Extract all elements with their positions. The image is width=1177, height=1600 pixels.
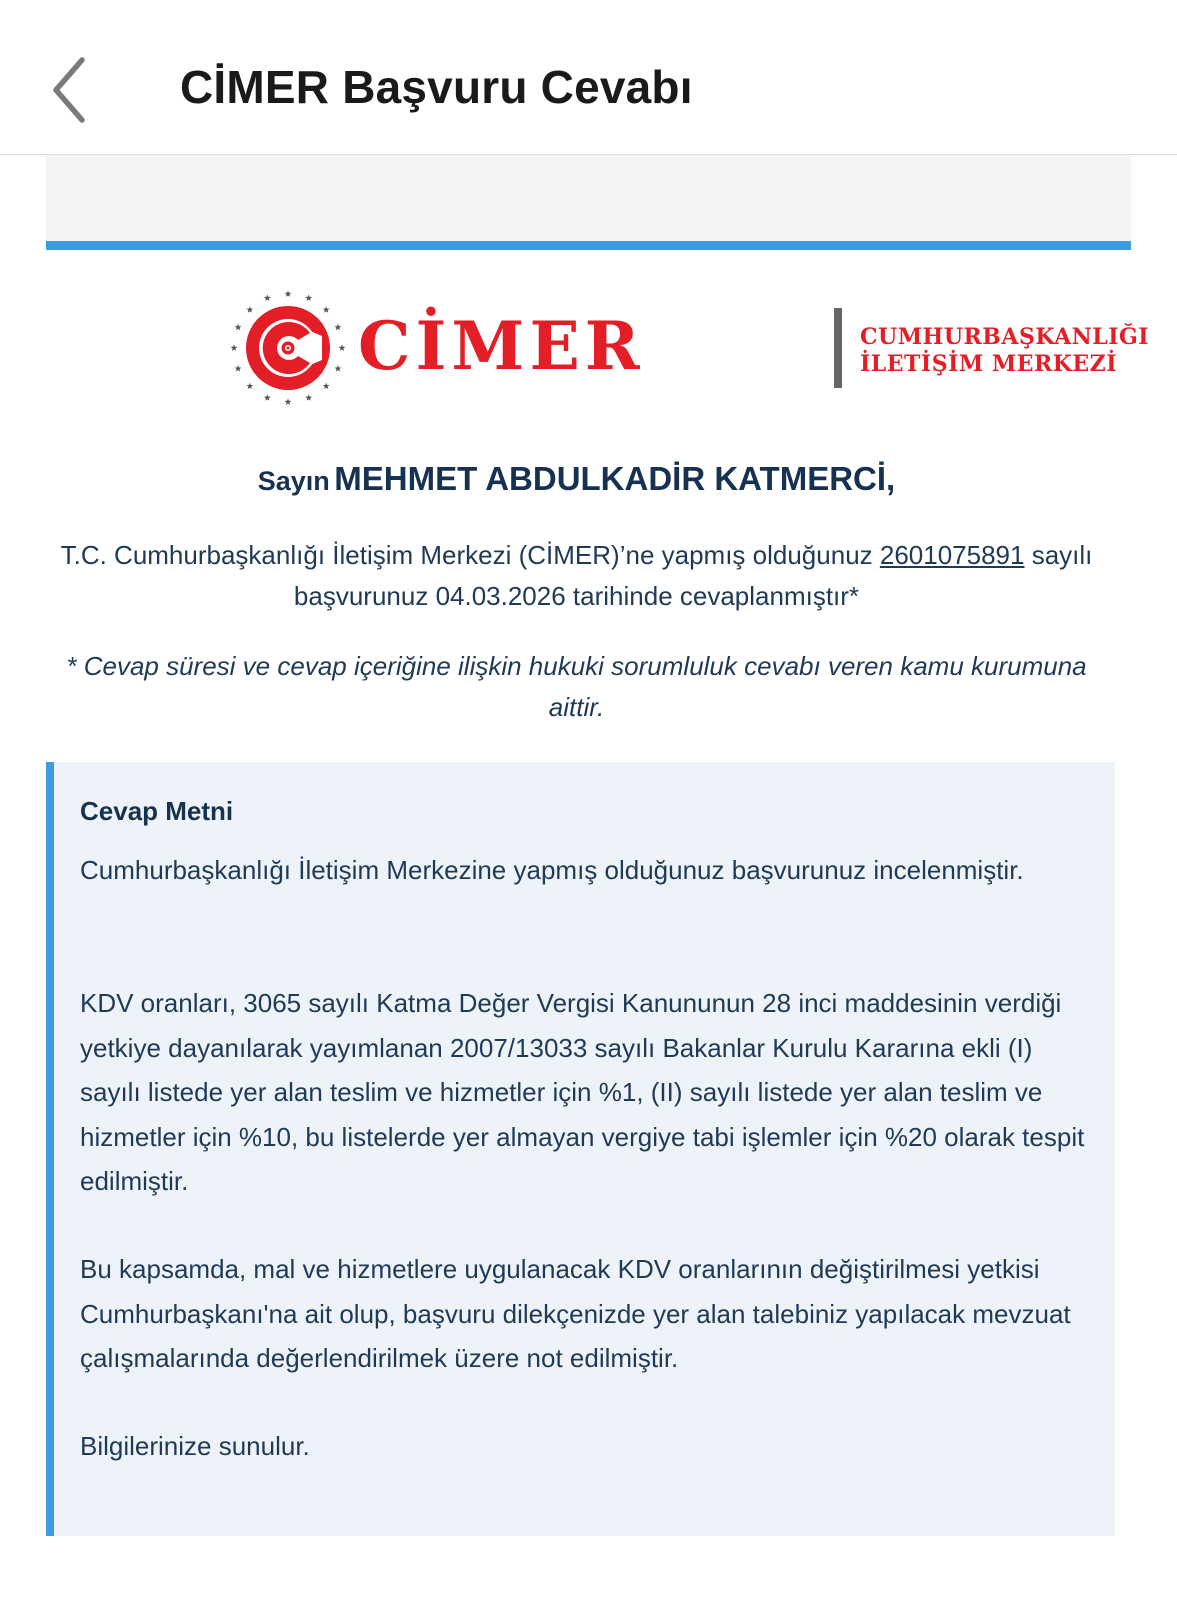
application-info bbox=[40, 535, 1113, 617]
application-number-link[interactable]: 2601075891 bbox=[879, 540, 1025, 570]
reply-paragraph: Cumhurbaşkanlığı İletişim Merkezine yapmış olduğunuz başvurunuz incelenmiştir. bbox=[80, 855, 1024, 885]
header-banner-area bbox=[46, 155, 1131, 241]
applicant-name: MEHMET ABDULKADİR KATMERCİ, bbox=[334, 460, 896, 497]
info-text-after: sayılı başvurunuz 04.03.2026 tarihinde cevaplanmıştır* bbox=[293, 540, 1093, 611]
emblem-star bbox=[334, 324, 341, 331]
logo-wordmark: CİMER bbox=[358, 307, 645, 385]
greeting-salutation: Sayın bbox=[257, 466, 330, 496]
logo-subtitle-line2: İLETİŞİM MERKEZİ bbox=[860, 351, 1118, 377]
emblem-star bbox=[323, 383, 330, 390]
logo-divider bbox=[834, 308, 842, 388]
cimer-emblem-icon bbox=[228, 288, 348, 408]
page-title: CİMER Başvuru Cevabı bbox=[180, 61, 693, 113]
disclaimer-note: * Cevap süresi ve cevap içeriğine ilişkin hukuki sorumluluk cevabı veren kamu kurumuna aittir. bbox=[66, 651, 1087, 722]
accent-divider bbox=[46, 241, 1131, 250]
emblem-star bbox=[285, 290, 292, 297]
info-text-before: T.C. Cumhurbaşkanlığı İletişim Merkezi (CİMER)’ne yapmış olduğunuz bbox=[60, 540, 880, 570]
greeting bbox=[0, 460, 1153, 498]
emblem-star bbox=[235, 365, 242, 372]
logo-subtitle bbox=[860, 324, 1149, 378]
emblem-star bbox=[246, 383, 253, 390]
top-navigation-bar bbox=[0, 0, 1177, 155]
chevron-left-icon bbox=[44, 52, 100, 128]
emblem-star bbox=[305, 295, 312, 302]
reply-paragraph: Bilgilerinize sunulur. bbox=[80, 1431, 310, 1461]
reply-paragraph: Bu kapsamda, mal ve hizmetlere uygulanacak KDV oranlarının değiştirilmesi yetkisi Cumhurbaşkanı'na ait olup, başvuru dilekçenizde yer alan talebiniz yapılacak mevzuat çalışmalarında değerlendirilmek üzere not edilmiştir. bbox=[80, 1254, 1071, 1373]
emblem-star bbox=[246, 306, 253, 313]
emblem-star bbox=[235, 324, 242, 331]
emblem-star bbox=[339, 344, 346, 351]
logo-subtitle-line1: CUMHURBAŞKANLIĞI bbox=[860, 324, 1150, 350]
emblem-star bbox=[305, 394, 312, 401]
emblem-star bbox=[264, 394, 271, 401]
reply-panel bbox=[46, 762, 1115, 1536]
emblem-star bbox=[334, 365, 341, 372]
reply-paragraph: KDV oranları, 3065 sayılı Katma Değer Vergisi Kanununun 28 inci maddesinin verdiği yetkiye dayanılarak yayımlanan 2007/13033 sayılı Bakanlar Kurulu Kararına ekli (I) sayılı listede yer alan teslim ve hizmetler için %1, (II) sayılı listede yer alan teslim ve hizmetler için %10, bu listelerde yer almayan vergiye tabi işlemler için %20 olarak tespit edilmiştir. bbox=[80, 988, 1085, 1196]
reply-heading: Cevap Metni bbox=[80, 796, 234, 826]
emblem-star bbox=[264, 295, 271, 302]
emblem-star bbox=[285, 398, 292, 405]
back-button[interactable] bbox=[44, 52, 100, 128]
emblem-star bbox=[323, 306, 330, 313]
cimer-logo bbox=[228, 288, 1150, 408]
emblem-star bbox=[231, 344, 238, 351]
